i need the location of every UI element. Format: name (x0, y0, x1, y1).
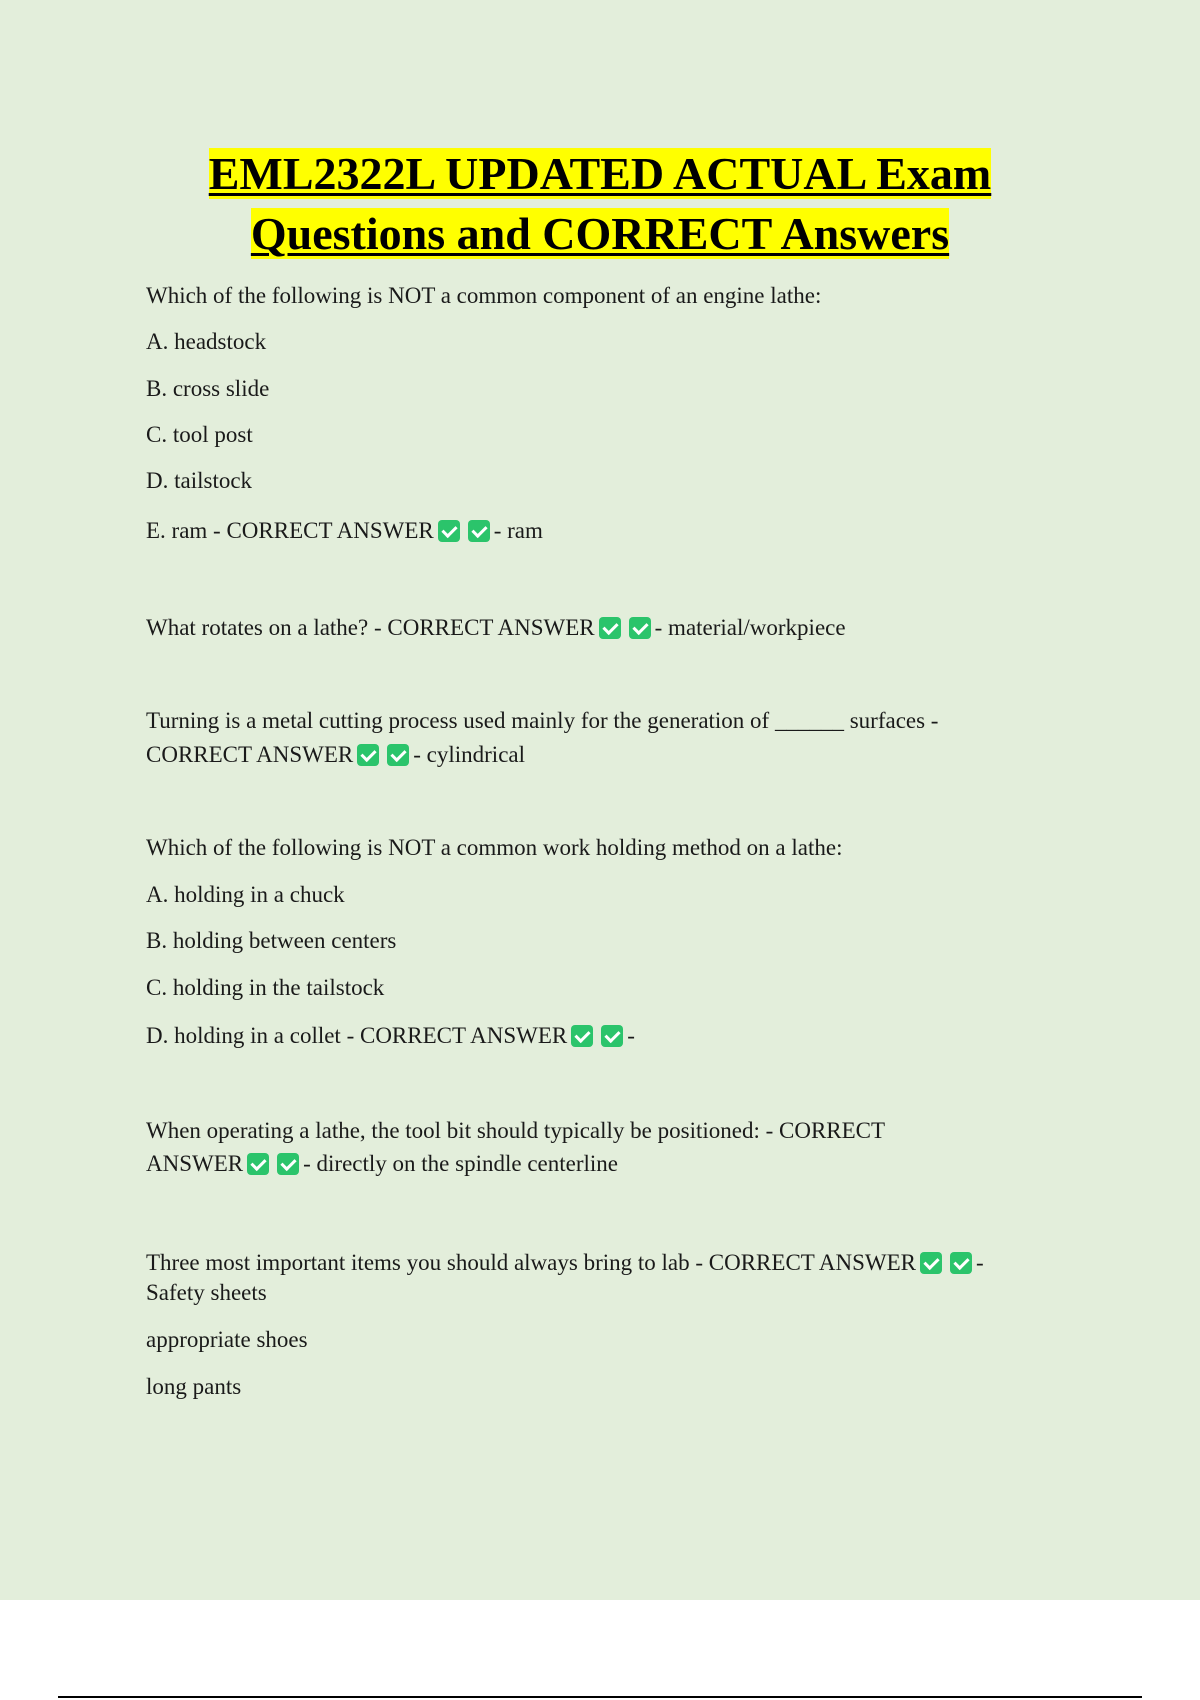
q3-answer-line (146, 739, 525, 771)
q4-option-a: A. holding in a chuck (146, 882, 345, 907)
footer-divider (58, 1696, 1142, 1698)
q1-option-b: B. cross slide (146, 376, 270, 401)
check-box-icon (438, 520, 460, 542)
check-box-icon (571, 1025, 593, 1047)
check-box-icon (599, 617, 621, 639)
q5-answer: - directly on the spindle centerline (303, 1151, 618, 1176)
check-box-icon (629, 617, 651, 639)
q4-question: Which of the following is NOT a common work holding method on a lathe: (146, 835, 843, 860)
title-line-1: EML2322L UPDATED ACTUAL Exam (208, 148, 992, 199)
q1-option-c: C. tool post (146, 422, 253, 447)
q1-answer-prefix: E. ram - CORRECT ANSWER (146, 518, 434, 543)
q6-answer-1: Safety sheets (146, 1280, 267, 1305)
q5-question: When operating a lathe, the tool bit should typically be positioned: - CORRECT (146, 1118, 886, 1143)
q2-line (146, 612, 846, 644)
check-box-icon (247, 1153, 269, 1175)
check-box-icon (920, 1252, 942, 1274)
q3-answer-prefix: CORRECT ANSWER (146, 742, 354, 767)
check-box-icon (468, 520, 490, 542)
q6-answer-2: appropriate shoes (146, 1327, 308, 1352)
q6-line (146, 1247, 984, 1279)
title-line-2: Questions and CORRECT Answers (250, 208, 950, 259)
q4-option-b: B. holding between centers (146, 928, 397, 953)
q6-question: Three most important items you should always bring to lab - CORRECT ANSWER (146, 1250, 917, 1275)
check-box-icon (277, 1153, 299, 1175)
q1-answer: - ram (493, 518, 543, 543)
q4-answer-line (146, 1020, 635, 1052)
q6-answer-suffix: - (976, 1250, 984, 1275)
q1-option-a: A. headstock (146, 329, 267, 354)
q1-option-d: D. tailstock (146, 468, 253, 493)
q1-question: Which of the following is NOT a common component of an engine lathe: (146, 283, 822, 308)
check-box-icon (357, 744, 379, 766)
q4-answer-prefix: D. holding in a collet - CORRECT ANSWER (146, 1023, 568, 1048)
q3-question: Turning is a metal cutting process used mainly for the generation of ______ surfaces - (146, 708, 939, 733)
document-title (0, 144, 1200, 264)
check-box-icon (601, 1025, 623, 1047)
q5-answer-line (146, 1148, 618, 1180)
q6-answer-3: long pants (146, 1374, 242, 1399)
q5-answer-prefix: ANSWER (146, 1151, 244, 1176)
q4-answer: - (627, 1023, 635, 1048)
q4-option-c: C. holding in the tailstock (146, 975, 385, 1000)
q2-answer: - material/workpiece (654, 615, 846, 640)
q1-answer-line (146, 515, 543, 547)
check-box-icon (950, 1252, 972, 1274)
check-box-icon (387, 744, 409, 766)
q2-question: What rotates on a lathe? - CORRECT ANSWER (146, 615, 595, 640)
q3-answer: - cylindrical (413, 742, 526, 767)
